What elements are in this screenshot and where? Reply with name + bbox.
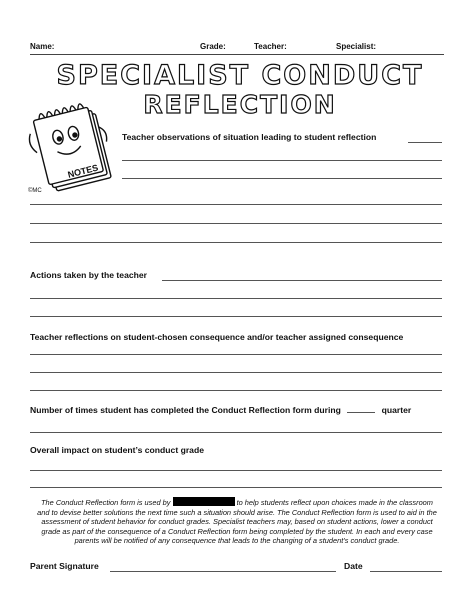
header-divider bbox=[30, 54, 444, 55]
artist-signature: ©MC bbox=[28, 188, 42, 194]
observations-line-2[interactable] bbox=[122, 178, 442, 179]
disclaimer-part-1: The Conduct Reflection form is used by bbox=[41, 498, 171, 507]
parent-signature-label: Parent Signature bbox=[30, 561, 99, 571]
actions-line-2[interactable] bbox=[30, 316, 442, 317]
times-completed-prefix: Number of times student has completed the Conduct Reflection form during bbox=[30, 405, 341, 415]
disclaimer-part-2: to help students reflect upon choices made in the classroom and to devise better solutions the next time such a situation should arise. The Conduct Reflection form is used to aid in the assessment of student behavior for conduct grades. Specialist teachers may, based on student actions, lower a conduct grade as part of the consequence of a Conduct Reflection form being completed by the student. In each and every case parents will be notified of any consequence that leads to the changing of a student’s conduct grade. bbox=[37, 498, 437, 546]
observations-line-5[interactable] bbox=[30, 242, 442, 243]
times-completed-blank[interactable] bbox=[347, 405, 375, 413]
title-line-2: REFLECTION bbox=[143, 90, 337, 119]
grade-label: Grade: bbox=[200, 42, 226, 51]
observations-line-0[interactable] bbox=[408, 142, 442, 143]
specialist-label: Specialist: bbox=[336, 42, 377, 51]
observations-label: Teacher observations of situation leading to student reflection bbox=[122, 132, 377, 142]
reflections-label: Teacher reflections on student-chosen consequence and/or teacher assigned consequence bbox=[30, 332, 404, 342]
date-label: Date bbox=[344, 561, 363, 571]
date-line[interactable] bbox=[370, 571, 442, 572]
redaction-block bbox=[173, 497, 235, 506]
impact-label: Overall impact on student’s conduct grade bbox=[30, 445, 204, 455]
notepad-icon bbox=[26, 94, 118, 194]
impact-line-1[interactable] bbox=[30, 470, 442, 471]
observations-line-3[interactable] bbox=[30, 204, 442, 205]
reflections-line-1[interactable] bbox=[30, 354, 442, 355]
impact-line-2[interactable] bbox=[30, 487, 442, 488]
reflections-line-2[interactable] bbox=[30, 372, 442, 373]
actions-line-0[interactable] bbox=[162, 280, 442, 281]
teacher-label: Teacher: bbox=[254, 42, 287, 51]
times-completed-label bbox=[30, 405, 411, 415]
times-completed-suffix: quarter bbox=[381, 405, 412, 415]
parent-signature-line[interactable] bbox=[110, 571, 336, 572]
notes-text: NOTES bbox=[66, 162, 100, 180]
disclaimer bbox=[34, 497, 440, 546]
title-line-1: SPECIALIST CONDUCT bbox=[56, 60, 424, 91]
observations-line-1[interactable] bbox=[122, 160, 442, 161]
observations-line-4[interactable] bbox=[30, 223, 442, 224]
times-completed-line[interactable] bbox=[30, 432, 442, 433]
actions-line-1[interactable] bbox=[30, 298, 442, 299]
name-label: Name: bbox=[30, 42, 55, 51]
reflections-line-3[interactable] bbox=[30, 390, 442, 391]
actions-label: Actions taken by the teacher bbox=[30, 270, 148, 280]
